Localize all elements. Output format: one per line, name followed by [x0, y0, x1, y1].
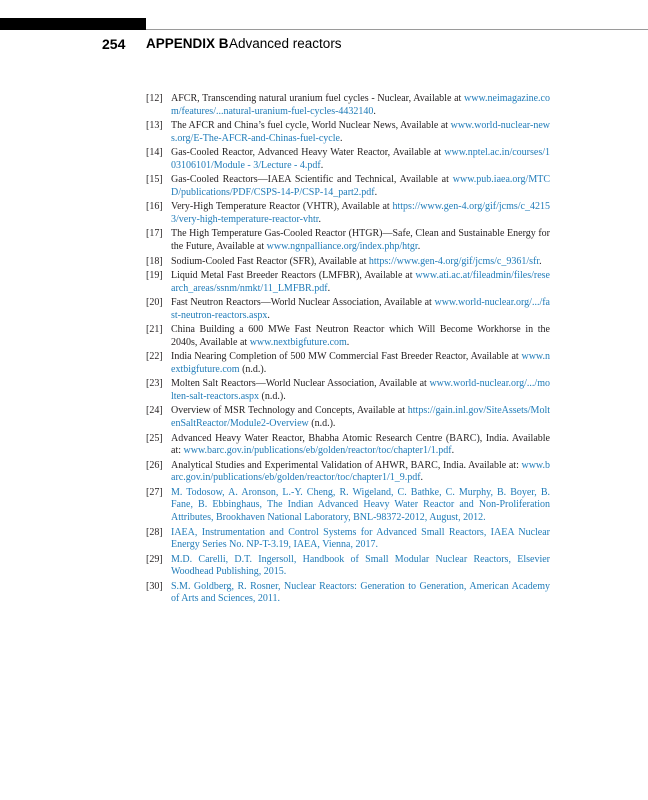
reference-item: [146, 433, 550, 458]
reference-link[interactable]: https://gain.inl.gov/SiteAssets/MoltenSaltReactor/Module2-Overview: [171, 405, 550, 430]
reference-item: [146, 120, 550, 145]
appendix-label: APPENDIX B: [146, 36, 229, 51]
reference-text: Overview of MSR Technology and Concepts, Available at: [171, 405, 408, 417]
reference-link[interactable]: www.nextbigfuture.com: [249, 336, 347, 348]
reference-item: [146, 405, 550, 430]
reference-text: Molten Salt Reactors—World Nuclear Association, Available at: [171, 378, 430, 390]
reference-text: India Nearing Completion of 500 MW Commercial Fast Breeder Reactor, Available at: [171, 351, 522, 363]
reference-text: Fast Neutron Reactors—World Nuclear Association, Available at: [171, 297, 435, 309]
reference-link[interactable]: www.ngnpalliance.org/index.php/htgr: [266, 241, 418, 253]
reference-number: [25]: [146, 432, 163, 444]
reference-suffix: .: [267, 309, 270, 321]
reference-suffix: .: [327, 282, 331, 294]
reference-suffix: .: [417, 241, 421, 253]
reference-item: [146, 324, 550, 349]
reference-number: [26]: [146, 459, 163, 471]
reference-link[interactable]: www.world-nuclear-news.org/E-The-AFCR-and-Chinas-fuel-cycle: [171, 120, 550, 144]
reference-suffix: .: [339, 132, 343, 144]
reference-suffix: .: [320, 159, 324, 171]
reference-number: [17]: [146, 228, 163, 240]
reference-number: [12]: [146, 93, 163, 104]
reference-text: China Building a 600 MWe Fast Neutron Reactor which Will Become Workhorse in the 2040s, Available at: [171, 324, 550, 348]
reference-text: M. Todosow, A. Aronson, L.-Y. Cheng, R. Wigeland, C. Bathke, C. Murphy, B. Boyer, B. Fane, B. Ebbinghaus, The Indian Advanced Heavy Water Reactor and Non-Proliferation Attributes, Brookhaven National Laboratory, BNL-98372-2012, August, 2012.: [171, 486, 550, 524]
reference-number: [15]: [146, 174, 163, 186]
reference-number: [23]: [146, 378, 163, 390]
reference-text: AFCR, Transcending natural uranium fuel cycles - Nuclear, Available at: [171, 93, 465, 104]
page-header: [0, 36, 648, 54]
reference-link[interactable]: www.barc.gov.in/publications/eb/golden/reactor/toc/chapter1/1.pdf: [183, 445, 452, 457]
page-number: 254: [102, 36, 126, 52]
reference-suffix: (n.d.).: [239, 363, 267, 375]
reference-suffix: .: [451, 445, 455, 457]
reference-text: The High Temperature Gas-Cooled Reactor (HTGR)—Safe, Clean and Sustainable Energy for the Future, Available at: [171, 228, 550, 253]
reference-item: [146, 147, 550, 172]
reference-suffix: (n.d.).: [259, 391, 286, 403]
reference-number: [19]: [146, 269, 163, 281]
reference-suffix: .: [374, 186, 378, 198]
reference-item: [146, 554, 550, 579]
reference-link[interactable]: www.world-nuclear.org/.../molten-salt-reactors.aspx: [171, 378, 550, 403]
reference-link[interactable]: https://www.gen-4.org/gif/jcms/c_9361/sfr: [368, 255, 540, 267]
reference-link[interactable]: www.nptel.ac.in/courses/103106101/Module - 3/Lecture - 4.pdf: [171, 147, 550, 171]
reference-item: [146, 351, 550, 376]
reference-link[interactable]: www.neimagazine.com/features/...natural-uranium-fuel-cycles-4432140: [171, 93, 550, 117]
reference-number: [14]: [146, 147, 163, 159]
reference-number: [16]: [146, 201, 163, 213]
reference-text: Gas-Cooled Reactors—IAEA Scientific and Technical, Available at: [171, 174, 453, 186]
reference-text: The AFCR and China’s fuel cycle, World Nuclear News, Available at: [171, 120, 451, 132]
reference-item: [146, 460, 550, 485]
appendix-title: Advanced reactors: [229, 36, 342, 51]
reference-text: S.M. Goldberg, R. Rosner, Nuclear Reactors: Generation to Generation, American Academy of Arts and Sciences, 2011.: [171, 580, 550, 605]
reference-link[interactable]: www.nextbigfuture.com: [171, 351, 550, 375]
reference-suffix: .: [420, 472, 424, 484]
reference-link[interactable]: www.world-nuclear.org/.../fast-neutron-reactors.aspx: [171, 297, 550, 321]
header-rule: [146, 29, 648, 30]
reference-number: [28]: [146, 526, 163, 538]
reference-item: [146, 581, 550, 606]
header-black-bar: [0, 18, 146, 30]
reference-item: [146, 256, 550, 269]
reference-suffix: (n.d.).: [308, 418, 336, 430]
reference-text: Analytical Studies and Experimental Validation of AHWR, BARC, India. Available at:: [171, 459, 522, 471]
reference-text: Very-High Temperature Reactor (VHTR), Available at: [171, 201, 393, 213]
reference-suffix: .: [318, 214, 322, 226]
reference-number: [24]: [146, 405, 163, 417]
reference-link[interactable]: https://www.gen-4.org/gif/jcms/c_42153/very-high-temperature-reactor-vhtr: [171, 201, 550, 226]
reference-item: [146, 270, 550, 295]
reference-number: [21]: [146, 324, 163, 336]
reference-link[interactable]: www.pub.iaea.org/MTCD/publications/PDF/CSPS-14-P/CSP-14_part2.pdf: [171, 174, 550, 198]
reference-suffix: .: [346, 336, 350, 348]
reference-number: [18]: [146, 255, 163, 267]
reference-item: [146, 201, 550, 226]
reference-number: [29]: [146, 553, 163, 565]
reference-text: Advanced Heavy Water Reactor, Bhabha Atomic Research Centre (BARC), India. Available at:: [171, 432, 550, 457]
reference-item: [146, 93, 550, 118]
reference-link[interactable]: www.ati.ac.at/fileadmin/files/research_areas/ssnm/nmkt/11_LMFBR.pdf: [171, 269, 550, 294]
reference-item: [146, 487, 550, 525]
reference-suffix: .: [373, 105, 376, 117]
reference-item: [146, 228, 550, 253]
reference-number: [30]: [146, 580, 163, 592]
reference-text: Gas-Cooled Reactor, Advanced Heavy Water Reactor, Available at: [171, 147, 445, 159]
reference-item: [146, 297, 550, 322]
reference-text: M.D. Carelli, D.T. Ingersoll, Handbook of Small Modular Nuclear Reactors, Elsevier Woodhead Publishing, 2015.: [171, 553, 550, 578]
reference-link[interactable]: www.barc.gov.in/publications/eb/golden/reactor/toc/chapter1/1_9.pdf: [171, 459, 550, 484]
reference-text: IAEA, Instrumentation and Control Systems for Advanced Small Reactors, IAEA Nuclear Energy Series No. NP-T-3.19, IAEA, Vienna, 2017.: [171, 526, 550, 551]
reference-item: [146, 378, 550, 403]
reference-suffix: .: [539, 255, 542, 267]
reference-number: [22]: [146, 351, 163, 363]
reference-number: [13]: [146, 120, 163, 132]
reference-item: [146, 527, 550, 552]
reference-text: Liquid Metal Fast Breeder Reactors (LMFBR), Available at: [171, 269, 416, 281]
reference-number: [27]: [146, 486, 163, 498]
reference-list: [146, 93, 550, 608]
reference-text: Sodium-Cooled Fast Reactor (SFR), Available at: [171, 255, 369, 267]
reference-number: [20]: [146, 297, 163, 309]
reference-item: [146, 174, 550, 199]
